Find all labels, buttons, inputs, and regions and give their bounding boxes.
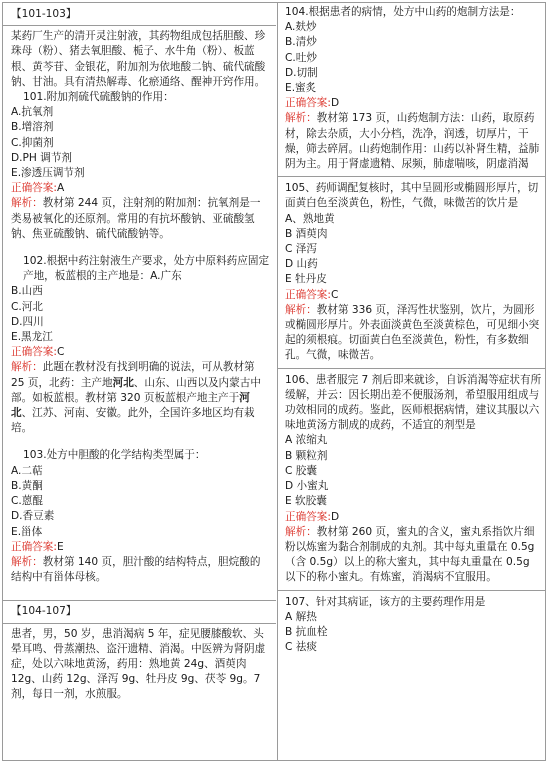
analysis-bold: 河北 [11, 391, 250, 420]
question-101-option-e: E.渗透压调节剂 [11, 167, 85, 180]
question-101-option-a: A.抗氧剂 [11, 106, 54, 119]
analysis-label: 解析： [285, 112, 317, 125]
question-103-option-c: C.蒽醌 [11, 495, 43, 508]
question-103-option-a: A.二萜 [11, 464, 43, 477]
question-106-answer [285, 510, 542, 525]
question-105-option-e: E 牡丹皮 [285, 273, 327, 286]
answer-label: 正确答案: [11, 540, 57, 553]
question-106-analysis [285, 525, 542, 586]
answer-label: 正确答案: [285, 97, 331, 110]
question-102-option-e: E.黑龙江 [11, 331, 53, 344]
question-102-analysis [11, 360, 270, 436]
question-102-option-c: C.河北 [11, 300, 43, 313]
question-107-option-a: A 解热 [285, 610, 317, 623]
question-104-option-c: C.吐炒 [285, 51, 317, 64]
answer-value: C [330, 288, 339, 301]
group-header-104-107: 【104-107】 [11, 605, 77, 618]
question-105-answer [285, 288, 542, 303]
question-106-option-e: E 软胶囊 [285, 495, 327, 508]
answer-label: 正确答案: [285, 288, 331, 301]
question-103-stem: 103.处方中胆酸的化学结构类型属于： [23, 449, 206, 462]
analysis-text: 教材第 336 页，泽泻性状鉴别，饮片，为圆形或椭圆形厚片。外表面淡黄色至淡黄棕色，可见细小突起的须根痕。切面黄白色至淡黄色，粉性，有多数细孔。气微，味微苦。 [285, 303, 540, 362]
question-103-option-e: E.甾体 [11, 525, 43, 538]
right-column [277, 3, 546, 760]
question-103-option-d: D.香豆素 [11, 510, 55, 523]
analysis-label: 解析： [285, 525, 317, 538]
question-106-option-b: B 颗粒剂 [285, 449, 328, 462]
analysis-label: 解析： [11, 197, 43, 210]
question-105-analysis [285, 303, 542, 364]
document-page [2, 2, 546, 761]
question-106-option-d: D 小蜜丸 [285, 480, 329, 493]
answer-label: 正确答案: [11, 182, 57, 195]
answer-value: D [330, 510, 340, 523]
analysis-label: 解析： [11, 555, 43, 568]
question-103-analysis [11, 555, 270, 585]
group-stem-101-103: 某药厂生产的清开灵注射液，其药物组成包括胆酸、珍珠母（粉）、猪去氧胆酸、栀子、水牛角（粉）、板蓝根、黄芩苷、金银花，附加剂为依地酸二钠、硫代硫酸钠、甘油。具有清热解毒、化瘀通络、醒神开窍作用。 [11, 30, 266, 88]
answer-label: 正确答案: [285, 510, 331, 523]
question-105-option-b: B 酒萸肉 [285, 227, 328, 240]
answer-value: D [330, 97, 340, 110]
divider [278, 590, 546, 591]
analysis-text: 教材第 244 页，注射剂的附加剂：抗氧剂是一类易被氧化的还原剂。常用的有抗坏酸钠、亚硫酸氢钠、焦亚硫酸钠、硫代硫酸钠等。 [11, 197, 261, 240]
question-107-stem: 107、针对其病证，该方的主要药理作用是 [285, 595, 486, 608]
question-101-option-b: B.增溶剂 [11, 121, 54, 134]
question-101-answer [11, 181, 270, 196]
analysis-text: 、山东、山西以及内蒙古中部。如板蓝根。教材第 320 页板蓝根产地主产于 [11, 376, 261, 404]
question-105-option-d: D 山药 [285, 258, 318, 271]
question-106-stem: 106、患者服完 7 剂后即来就诊，自诉消渴等症状有所缓解，并云：因长期出差不便服汤剂，希望服用组成与功效相同的成药。鉴此，医师根据病情，建议其服以六味地黄汤方制成的成药，不适宜的剂型是 [285, 373, 542, 432]
divider [278, 368, 546, 369]
group-stem-104-107: 患者，男，50 岁，患消渴病 5 年，症见腰膝酸软、头晕耳鸣、骨蒸潮热、盗汗遗精、消渴。中医辨为肾阴虚症，处以六味地黄汤，药用：熟地黄 24g、酒萸肉 12g、山药 12g、泽泻 9g、牡丹皮 9g、茯苓 9g。7 剂，每日一剂，水煎服。 [11, 627, 266, 701]
question-104-option-d: D.切制 [285, 66, 318, 79]
analysis-label: 解析： [11, 361, 43, 374]
answer-value: C [56, 346, 65, 359]
divider [3, 25, 276, 26]
analysis-label: 解析： [285, 303, 317, 316]
question-104-option-a: A.麸炒 [285, 21, 317, 34]
question-105-option-a: A、熟地黄 [285, 212, 335, 225]
analysis-text: 教材第 173 页，山药炮制方法：山药，取原药材，除去杂质，大小分档，洗净，润透，切厚片，干燥，筛去碎屑。山药炮制作用：山药以补肾生精，益肺阴为主。用于肾虚遗精、尿频，肺虚喘咳，阴虚消渴 [285, 112, 540, 171]
question-104-answer [285, 96, 542, 111]
divider [3, 600, 276, 601]
divider [278, 176, 546, 177]
analysis-text: 、江苏、河南、安徽。此外，全国许多地区均有栽培。 [11, 407, 255, 435]
question-104-option-e: E.蜜炙 [285, 82, 317, 95]
question-104-stem: 104.根据患者的病情，处方中山药的炮制方法是： [285, 6, 521, 18]
question-102-option-d: D.四川 [11, 315, 44, 328]
question-107-option-c: C 祛痰 [285, 641, 317, 654]
question-101-analysis [11, 196, 270, 242]
question-105-option-c: C 泽泻 [285, 243, 317, 256]
question-101-option-c: C.抑菌剂 [11, 136, 54, 149]
analysis-text: 此题在教材没有找到明确的说法，可从教材第 25 页，北药：主产地 [11, 361, 255, 389]
left-column [3, 3, 276, 760]
question-105-stem: 105、药师调配复核时，其中呈圆形或椭圆形厚片，切面黄白色至淡黄色，粉性，气微，味微苦的饮片是 [285, 182, 539, 210]
answer-value: A [56, 182, 65, 195]
question-106-option-a: A 浓缩丸 [285, 434, 328, 447]
question-104-option-b: B.清炒 [285, 36, 317, 49]
answer-value: E [56, 540, 64, 553]
analysis-text: 教材第 140 页，胆汁酸的结构特点，胆烷酸的结构中有甾体母核。 [11, 555, 261, 584]
question-103-option-b: B.黄酮 [11, 479, 43, 492]
divider [3, 623, 276, 624]
question-102-option-b: B.山西 [11, 285, 43, 298]
question-103-answer [11, 540, 270, 555]
question-107-option-b: B 抗血栓 [285, 625, 328, 638]
question-102-stem: 102.根据中药注射液生产要求，处方中原料药应固定产地，板蓝根的主产地是：A.广东 [23, 255, 270, 283]
question-101-stem: 101.附加剂硫代硫酸钠的作用： [23, 91, 174, 104]
answer-label: 正确答案: [11, 346, 57, 359]
question-104-analysis [285, 111, 542, 172]
question-101-option-d: D.PH 调节剂 [11, 151, 73, 164]
analysis-bold: 河北 [112, 376, 134, 389]
analysis-text: 教材第 260 页，蜜丸的含义，蜜丸系指饮片细粉以炼蜜为黏合剂制成的丸剂。其中每丸重量在 0.5g（含 0.5g）以上的称大蜜丸，其中每丸重量在 0.5g 以下的称小蜜丸。有炼蜜，消渴病不宜服用。 [285, 525, 535, 584]
question-102-answer [11, 345, 270, 360]
question-106-option-c: C 胶囊 [285, 464, 317, 477]
group-header-101-103: 【101-103】 [11, 8, 77, 20]
